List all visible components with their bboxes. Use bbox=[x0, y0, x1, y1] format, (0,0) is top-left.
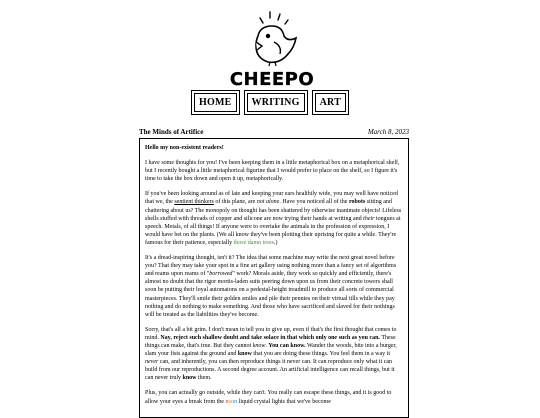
paragraph-1: I have some thoughts for you! I've been keeping them in a little metaphorical box on a metaphorical shelf, but I recently bought a little metaphorical figurine that I would prefer to place on the shelf, so I figure it's time to take the box down and open it up, metaphorically. bbox=[145, 160, 400, 183]
post-greeting: Hello my non-existent readers! bbox=[145, 145, 224, 151]
nav-writing-button[interactable] bbox=[244, 90, 308, 115]
paragraph-5: Plus, you can actually go outside, while they can't. You really can escape these things, and it is good to allow your eyes a break from the neon liquid crystal lights that we've become bbox=[145, 390, 392, 405]
paragraph-4: Sorry, that's all a bit grim. I don't mean to tell you to give up, even if that's the first thought that comes to mind. Nay, reject such shallow doubt and take solace in that which only one such as you can. These things can make, that's true. But they cannot know. You can know. Wander the woods, bite into a burger, slam your fists against the ground and know that you are doing these things. You feel them in a way it never can, and inherently, you can then reproduce things it never can. It can reproduce only what it can build from our reproductions. A second degree account. An artificial intelligence can recall things, but it can never truly know them. bbox=[145, 326, 397, 382]
post-body bbox=[139, 138, 409, 418]
post-header bbox=[139, 128, 409, 136]
post-title: The Minds of Artifice bbox=[139, 128, 204, 136]
post-date: March 8, 2023 bbox=[367, 128, 409, 136]
trees-link[interactable]: those damn trees bbox=[233, 239, 274, 246]
sentient-thinkers-link[interactable]: sentient thinkers bbox=[174, 199, 214, 206]
nav-art-button[interactable] bbox=[312, 90, 349, 115]
paragraph-3: It's a dread-inspiring thought, isn't it? The idea that some machine may write the next great novel before you? That they may take your spot in a fine art gallery using nothing more than a fancy set of algorithms and reams upon reams of "borrowed" work? Morals aside, they work so quickly and efficiently, there's almost no doubt that the rigor mortis-laden suits peering down upon us from their concrete towers shall soon be putting their loyal automatons on a pedestal-height treadmill to produce all sorts of commercial masterpieces. They'll smile their golden smiles and pile their pennies on their virtual tills while they pay nothing and do nothing to make something. And those who have sacrificed and slaved for their nothings will be treated as the liabilities they've become. bbox=[145, 255, 397, 318]
nav-writing-label: WRITING bbox=[247, 93, 305, 112]
logo-text: CHEEPO bbox=[230, 69, 314, 88]
cheepo-logo bbox=[230, 6, 314, 88]
paragraph-2: If you've been looking around as of late and keeping your ears healthily wide, you may well have noticed that we, the sentient thinkers of this plane, are not alone. Have you noticed all of the robots sitting and chattering about us? The monopoly on thought has been shattered by otherwise inanimate objects! Lifeless shells stuffed with threads of copper and silicone are now trying their hands at writing and their tongues at speech. Metals, of all things! If anyone were to overtake the animals in the profession of expression, I would have bet on the plants. (We all know they've been plotting their uprising for quite a while. They're famous for their patience, especially those damn trees.) bbox=[145, 191, 402, 246]
nav-home-button[interactable] bbox=[191, 90, 239, 115]
nav-art-label: ART bbox=[315, 93, 346, 112]
main-nav bbox=[0, 90, 540, 115]
neon-rainbow-text: neon bbox=[225, 398, 238, 405]
nav-home-label: HOME bbox=[194, 93, 236, 112]
